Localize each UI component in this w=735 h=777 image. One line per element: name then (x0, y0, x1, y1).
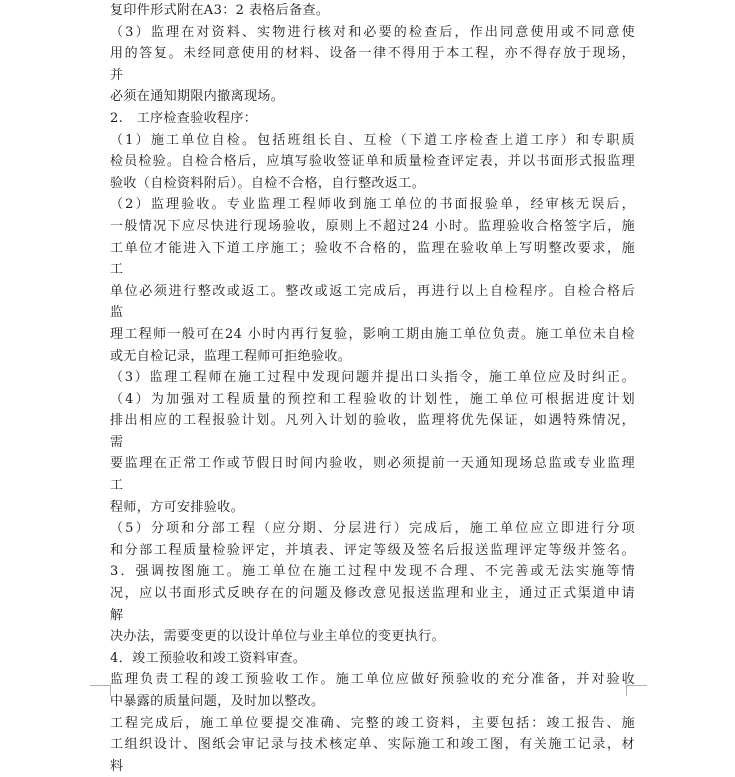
text-line: 理工程师一般可在24 小时内再行复验，影响工期由施工单位负责。施工单位未自检 (110, 326, 635, 342)
text-line: 需 (110, 434, 124, 450)
text-line: 单位必须进行整改或返工。整改或返工完成后，再进行以上自检程序。自检合格后 (110, 283, 635, 299)
text-line: 并 (110, 67, 124, 83)
text-line: 况，应以书面形式反映存在的问题及修改意见报送监理和业主，通过正式渠道申请 (110, 586, 635, 602)
page-margin-mark-left (90, 685, 111, 696)
text-line: 程师，方可安排验收。 (110, 499, 245, 515)
text-line: 用的答复。未经同意使用的材料、设备一律不得用于本工程，亦不得存放于现场， (110, 46, 635, 62)
text-line: 一般情况下应尽快进行现场验收，原则上不超过24 小时。监理验收合格签字后，施 (110, 218, 635, 234)
text-line: 复印件形式附在A3：2 表格后备查。 (110, 3, 330, 18)
section-heading: 4．竣工预验收和竣工资料审查。 (110, 650, 307, 666)
text-line: 排出相应的工程报验计划。凡列入计划的验收，监理将优先保证，如遇特殊情况， (110, 413, 635, 429)
text-line: （3）监理在对资料、实物进行核对和必要的检查后，作出同意使用或不同意使 (110, 24, 635, 40)
text-line: （1）施工单位自检。包括班组长自、互检（下道工序检查上道工序）和专职质 (110, 132, 635, 148)
text-line: 监理负责工程的竣工预验收工作。施工单位应做好预验收的充分准备，并对验收 (110, 672, 635, 688)
text-line: （2）监理验收。专业监理工程师收到施工单位的书面报验单，经审核无误后， (110, 197, 635, 213)
page-margin-mark-right (626, 685, 647, 696)
text-line: 监 (110, 305, 124, 321)
text-line: 和分部工程质量检验评定，并填表、评定等级及签名后报送监理评定等级并签名。 (110, 542, 635, 558)
text-line: （5）分项和分部工程（应分期、分层进行）完成后，施工单位应立即进行分项 (110, 521, 635, 537)
text-line: 要监理在正常工作或节假日时间内验收，则必须提前一天通知现场总监或专业监理 (110, 456, 635, 472)
text-line: 工组织设计、图纸会审记录与技术核定单、实际施工和竣工图，有关施工记录，材 (110, 737, 635, 753)
section-heading: 2. 工序检查验收程序： (110, 110, 258, 126)
text-line: 检员检验。自检合格后，应填写验收签证单和质量检查评定表，并以书面形式报监理 (110, 154, 635, 170)
text-line: 或无自检记录，监理工程师可拒绝验收。 (110, 348, 352, 364)
text-line: 工 (110, 478, 124, 494)
text-line: 工程完成后，施工单位要提交准确、完整的竣工资料，主要包括：竣工报告、施 (110, 715, 635, 731)
text-line: （3）监理工程师在施工过程中发现问题并提出口头指令，施工单位应及时纠正。 (110, 370, 635, 386)
text-line: 必须在通知期限内撤离现场。 (110, 89, 285, 105)
section-heading: 3．强调按图施工。施工单位在施工过程中发现不合理、不完善或无法实施等情 (110, 564, 635, 580)
text-line: 解 (110, 607, 124, 623)
text-line: （4）为加强对工程质量的预控和工程验收的计划性，施工单位可根据进度计划 (110, 391, 635, 407)
text-line: 验收（自检资料附后）。自检不合格，自行整改返工。 (110, 175, 426, 191)
text-line: 决办法，需要变更的以设计单位与业主单位的变更执行。 (110, 629, 446, 645)
text-line: 中暴露的质量问题，及时加以整改。 (110, 694, 325, 709)
text-line: 工 (110, 262, 124, 278)
text-line: 料 (110, 758, 124, 774)
text-line: 工单位才能进入下道工序施工；验收不合格的，监理在验收单上写明整改要求，施 (110, 240, 635, 256)
document-body (110, 0, 635, 777)
